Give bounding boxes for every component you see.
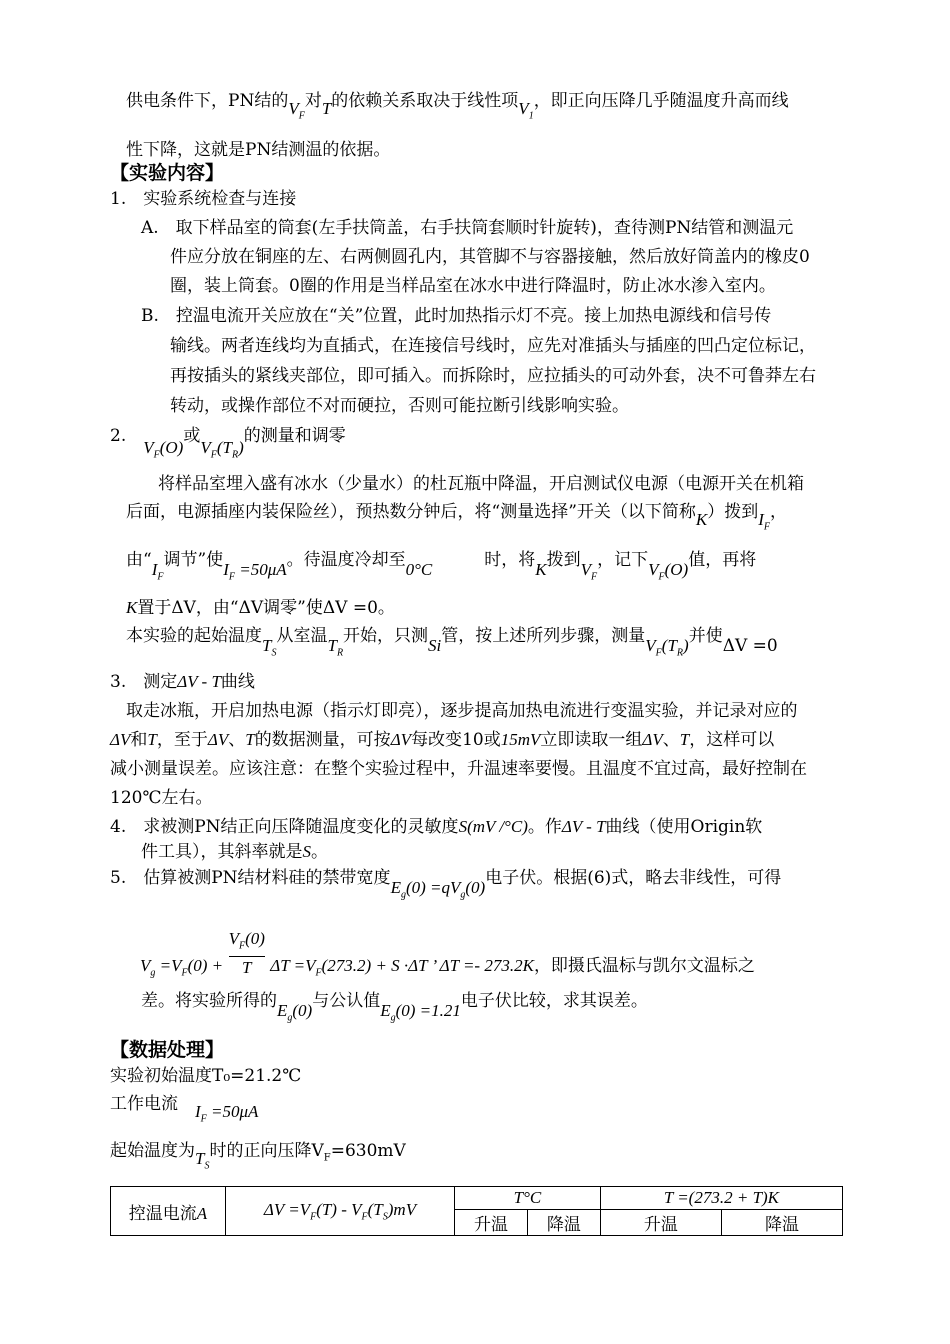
section-heading-content: 【实验内容】 [110,162,225,184]
section-heading-data: 【数据处理】 [110,1039,225,1061]
col-heating-c: 升温 [455,1210,528,1236]
item-3-line-4: 120℃左右。 [110,788,213,808]
item-2-line-2: 后面，电源插座内装保险丝），预热数分钟后，将“测量选择”开关（以下简称K）拨到$I_F$， [126,502,788,533]
data-table [110,1186,843,1236]
col-heating-k: 升温 [600,1210,721,1236]
item-2-line-1: 将样品室埋入盛有冰水（少量水）的杜瓦瓶中降温，开启测试仪电源（电源开关在机箱 [158,474,804,494]
item-2-title: 2. $V_F(O)$或$V_F(T_R)$的测量和调零 [110,426,346,461]
col-cooling-c: 降温 [527,1210,600,1236]
intro-line-1: 供电条件下，PN结的$V_F$对T的依赖关系取决于线性项$V_1$，即正向压降几乎随温度升高而线 [126,91,789,122]
col-control-current: 控温电流A [111,1187,226,1236]
item-2-line-4: K置于ΔV，由“ΔV调零”使ΔV =0。 [126,598,395,618]
fraction: $\frac{V_F(0)}{T}$ [228,929,265,978]
col-temp-celsius: T°C [455,1187,601,1210]
initial-temperature: 实验初始温度T₀=21.2℃ [110,1066,302,1086]
start-forward-voltage: 起始温度为$T_S$时的正向压降$V_F=630mV$ [110,1141,406,1172]
item-2-line-3: 由“$I_F$调节”使$I_F =50\mu A$。待温度冷却至0°C 时，将K拨到$V_F$，记下$V_F(O)$值，再将 [126,550,757,583]
item-3-line-2: ΔV和T，至于ΔV、T的数据测量，可按ΔV每改变10或15mV立即读取一组ΔV、T，这样可以 [110,730,775,750]
item-1-title: 1. 实验系统检查与连接 [110,189,297,209]
item-1B-line-4: 转动，或操作部位不对而硬拉，否则可能拉断引线影响实验。 [170,396,629,416]
item-5-line-3: 差。将实验所得的$E_g(0)$与公认值$E_g(0) =1.21$电子伏比较，求其误差。 [141,991,648,1024]
item-4-line-1: 4. 求被测PN结正向压降随温度变化的灵敏度S(mV /°C)。作ΔV - T曲线（使用Origin软 [110,817,763,837]
item-5-line-1: 5. 估算被测PN结材料硅的禁带宽度$E_g(0) =qV_g(0)$电子伏。根据(6)式，略去非线性，可得 [110,868,782,901]
item-1B-line-2: 输线。两者连线均为直插式，在连接信号线时，应先对准插头与插座的凹凸定位标记， [170,336,816,356]
col-temp-kelvin: T =(273.2 + T)K [600,1187,842,1210]
item-1A-line-3: 圈，装上筒套。0圈的作用是当样品室在冰水中进行降温时，防止冰水渗入室内。 [170,276,776,296]
item-4-line-2: 件工具），其斜率就是S。 [141,842,328,862]
col-cooling-k: 降温 [721,1210,842,1236]
item-1B-line-1: B. 控温电流开关应放在“关”位置，此时加热指示灯不亮。接上加热电源线和信号传 [141,306,772,326]
col-delta-v: $\Delta V =V_F(T) - V_F(T_S)mV$ [226,1187,455,1236]
item-1A-line-2: 件应分放在铜座的左、右两侧圆孔内，其管脚不与容器接触，然后放好筒盖内的橡皮0 [170,247,810,267]
working-current: 工作电流 $I_F =50\mu A$ [110,1094,259,1125]
item-3-line-1: 取走冰瓶，开启加热电源（指示灯即亮），逐步提高加热电流进行变温实验，并记录对应的 [126,701,798,721]
item-2-line-5: 本实验的起始温度$T_S$从室温$T_R$开始，只测Si管，按上述所列步骤，测量$V_F(T_R)$并使ΔV =0 [126,626,778,659]
item-3-line-3: 减小测量误差。应该注意：在整个实验过程中，升温速率要慢。且温度不宜过高，最好控制在 [110,759,807,779]
intro-line-2: 性下降，这就是PN结测温的依据。 [126,140,391,160]
item-3-title: 3. 测定ΔV - T曲线 [110,672,255,692]
item-1A-line-1: A. 取下样品室的筒套(左手扶筒盖，右手扶筒套顺时针旋转)，查待测PN结管和测温元 [141,218,794,238]
item-1B-line-3: 再按插头的紧线夹部位，即可插入。而拆除时，应拉插头的可动外套，决不可鲁莽左右 [170,366,816,386]
item-5-formula-line: $V_g =V_F(0)$ + $\frac{V_F(0)}{T}$ $\Delta T =V_F(273.2) + S \cdot\Delta T$ ’ ΔT =- 273.2K，即摄氏温标与凯尔文温标之 [140,929,755,979]
